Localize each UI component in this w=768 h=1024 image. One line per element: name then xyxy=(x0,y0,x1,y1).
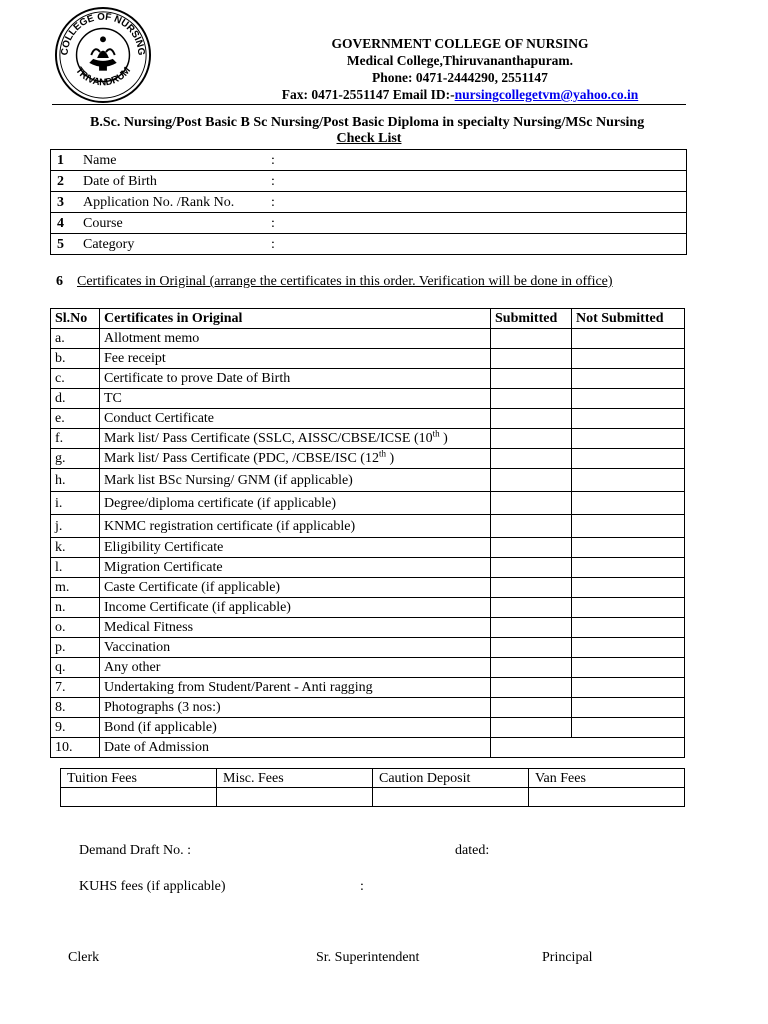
not-submitted-checkbox-cell[interactable] xyxy=(572,515,685,538)
kuhs-fees-colon: : xyxy=(360,879,364,894)
college-address: Medical College,Thiruvananthapuram. xyxy=(346,53,574,68)
submitted-checkbox-cell[interactable] xyxy=(491,678,572,698)
certificate-row xyxy=(51,389,685,409)
certificate-slno: d. xyxy=(51,389,100,409)
certificate-name-text: Any other xyxy=(104,660,161,675)
submitted-checkbox-cell[interactable] xyxy=(491,618,572,638)
certificate-name-text: Caste Certificate (if applicable) xyxy=(104,580,281,595)
certificate-row xyxy=(51,638,685,658)
certificate-row xyxy=(51,329,685,349)
certificate-name xyxy=(100,349,491,369)
not-submitted-checkbox-cell[interactable] xyxy=(572,578,685,598)
submitted-checkbox-cell[interactable] xyxy=(491,538,572,558)
submitted-checkbox-cell[interactable] xyxy=(491,515,572,538)
demand-draft-label: Demand Draft No. : xyxy=(79,843,191,858)
dated-label: dated: xyxy=(455,843,490,858)
certificate-name xyxy=(100,558,491,578)
certificate-name-text: Photographs (3 nos:) xyxy=(104,700,221,715)
fee-tuition-label: Tuition Fees xyxy=(61,769,217,788)
certificate-row xyxy=(51,578,685,598)
certificate-name xyxy=(100,449,491,469)
fee-van-label: Van Fees xyxy=(529,769,685,788)
certificate-name-text: Conduct Certificate xyxy=(104,411,215,426)
certificate-name xyxy=(100,469,491,492)
submitted-checkbox-cell[interactable] xyxy=(491,718,572,738)
certificate-name-text: Undertaking from Student/Parent - Anti ragging xyxy=(104,680,373,695)
submitted-checkbox-cell[interactable] xyxy=(491,598,572,618)
certificate-slno: h. xyxy=(51,469,100,492)
certificate-row xyxy=(51,492,685,515)
not-submitted-checkbox-cell[interactable] xyxy=(572,598,685,618)
certificate-row xyxy=(51,618,685,638)
certificate-name xyxy=(100,658,491,678)
kuhs-fees-label: KUHS fees (if applicable) xyxy=(79,879,226,894)
certificate-name xyxy=(100,409,491,429)
not-submitted-checkbox-cell[interactable] xyxy=(572,618,685,638)
certificate-name xyxy=(100,678,491,698)
not-submitted-checkbox-cell[interactable] xyxy=(572,558,685,578)
certificate-name-tail: ) xyxy=(439,431,448,446)
fees-value-row xyxy=(61,788,685,807)
not-submitted-checkbox-cell[interactable] xyxy=(572,698,685,718)
not-submitted-checkbox-cell[interactable] xyxy=(572,449,685,469)
info-row-label: Category xyxy=(79,234,267,255)
not-submitted-checkbox-cell[interactable] xyxy=(572,409,685,429)
item-6-number: 6 xyxy=(56,274,63,289)
certificate-row xyxy=(51,738,685,758)
info-row-label: Date of Birth xyxy=(79,171,267,192)
certificate-slno: e. xyxy=(51,409,100,429)
not-submitted-checkbox-cell[interactable] xyxy=(572,678,685,698)
not-submitted-checkbox-cell[interactable] xyxy=(572,429,685,449)
submitted-checkbox-cell[interactable] xyxy=(491,469,572,492)
info-row-label: Course xyxy=(79,213,267,234)
certificate-slno: 9. xyxy=(51,718,100,738)
fees-table xyxy=(60,768,685,807)
certificate-name-text: TC xyxy=(104,391,122,406)
not-submitted-checkbox-cell[interactable] xyxy=(572,349,685,369)
submitted-checkbox-cell[interactable] xyxy=(491,638,572,658)
certificate-slno: n. xyxy=(51,598,100,618)
certificate-slno: f. xyxy=(51,429,100,449)
certificate-row xyxy=(51,718,685,738)
header-certificates: Certificates in Original xyxy=(100,309,491,329)
certificate-name-text: Income Certificate (if applicable) xyxy=(104,600,291,615)
info-row-number: 1 xyxy=(51,150,80,171)
item-6-text: Certificates in Original (arrange the certificates in this order. Verification will be done in office) xyxy=(77,274,613,289)
not-submitted-checkbox-cell[interactable] xyxy=(572,638,685,658)
certificate-slno: o. xyxy=(51,618,100,638)
certificate-slno: l. xyxy=(51,558,100,578)
certificate-row xyxy=(51,449,685,469)
email-link[interactable]: nursingcollegetvm@yahoo.co.in xyxy=(454,87,639,102)
certificate-name xyxy=(100,329,491,349)
certificate-name-text: Fee receipt xyxy=(104,351,166,366)
certificate-slno: i. xyxy=(51,492,100,515)
college-phone: Phone: 0471-2444290, 2551147 xyxy=(372,70,548,85)
info-row-number: 5 xyxy=(51,234,80,255)
fees-header-row xyxy=(61,769,685,788)
submitted-checkbox-cell[interactable] xyxy=(491,389,572,409)
not-submitted-checkbox-cell[interactable] xyxy=(572,389,685,409)
certificate-name xyxy=(100,578,491,598)
certificate-name-text: Date of Admission xyxy=(104,740,209,755)
info-row xyxy=(51,171,687,192)
certificate-name-text: KNMC registration certificate (if applicable) xyxy=(104,518,356,534)
certificate-name xyxy=(100,538,491,558)
certificate-name xyxy=(100,492,491,515)
header-submitted: Submitted xyxy=(491,309,572,329)
college-name: GOVERNMENT COLLEGE OF NURSING xyxy=(331,36,589,51)
header-not-submitted: Not Submitted xyxy=(572,309,685,329)
certificate-name xyxy=(100,718,491,738)
certificate-name-text: Allotment memo xyxy=(104,331,200,346)
submitted-checkbox-cell[interactable] xyxy=(491,329,572,349)
fax-label: Fax: 0471-2551147 Email ID:- xyxy=(281,87,455,102)
certificate-slno: j. xyxy=(51,515,100,538)
certificate-row xyxy=(51,515,685,538)
fee-van-field[interactable] xyxy=(529,788,685,807)
certificate-slno: 7. xyxy=(51,678,100,698)
certificate-name-text: Mark list/ Pass Certificate (SSLC, AISSC/CBSE/ICSE (10 xyxy=(104,431,433,446)
certificate-name xyxy=(100,389,491,409)
principal-signature-label: Principal xyxy=(542,950,593,965)
info-row-value-field[interactable]: : xyxy=(267,171,687,192)
submitted-checkbox-cell[interactable] xyxy=(491,429,572,449)
certificate-slno: k. xyxy=(51,538,100,558)
certificate-name-text: Degree/diploma certificate (if applicable) xyxy=(104,495,337,511)
college-seal-logo xyxy=(54,6,152,104)
submitted-checkbox-cell[interactable] xyxy=(491,449,572,469)
fee-tuition-field[interactable] xyxy=(61,788,217,807)
info-row-value-field[interactable]: : xyxy=(267,150,687,171)
certificate-name xyxy=(100,698,491,718)
not-submitted-checkbox-cell[interactable] xyxy=(572,538,685,558)
certificate-name xyxy=(100,369,491,389)
fee-caution-label: Caution Deposit xyxy=(373,769,529,788)
info-row-value-field[interactable]: : xyxy=(267,192,687,213)
svg-text:COLLEGE OF NURSING: COLLEGE OF NURSING xyxy=(59,11,147,56)
certificate-name-text: Medical Fitness xyxy=(104,620,194,635)
certificate-name-text: Migration Certificate xyxy=(104,560,223,575)
info-row xyxy=(51,234,687,255)
certificate-row xyxy=(51,349,685,369)
certificate-name xyxy=(100,638,491,658)
college-fax-email xyxy=(160,86,760,103)
superintendent-signature-label: Sr. Superintendent xyxy=(316,950,420,965)
certificate-row xyxy=(51,558,685,578)
info-row-number: 4 xyxy=(51,213,80,234)
info-row-label: Application No. /Rank No. xyxy=(79,192,267,213)
submitted-checkbox-cell[interactable] xyxy=(491,658,572,678)
certificate-slno: b. xyxy=(51,349,100,369)
certificate-name-text: Bond (if applicable) xyxy=(104,720,217,735)
info-row-number: 2 xyxy=(51,171,80,192)
certificate-row xyxy=(51,369,685,389)
not-submitted-checkbox-cell[interactable] xyxy=(572,658,685,678)
not-submitted-checkbox-cell[interactable] xyxy=(572,369,685,389)
certificate-name-text: Vaccination xyxy=(104,640,171,655)
header-divider xyxy=(52,104,686,105)
not-submitted-checkbox-cell[interactable] xyxy=(572,469,685,492)
certificate-slno: a. xyxy=(51,329,100,349)
item-6-heading xyxy=(56,274,613,290)
certificate-name-sup: th xyxy=(378,448,386,459)
checklist-title xyxy=(0,131,768,147)
certificate-row xyxy=(51,598,685,618)
certificate-name xyxy=(100,429,491,449)
not-submitted-checkbox-cell[interactable] xyxy=(572,718,685,738)
certificate-row xyxy=(51,469,685,492)
certificate-slno: g. xyxy=(51,449,100,469)
not-submitted-checkbox-cell[interactable] xyxy=(572,329,685,349)
certificate-slno: 10. xyxy=(51,738,100,758)
info-row-value-field[interactable]: : xyxy=(267,234,687,255)
certificate-row xyxy=(51,698,685,718)
certificate-row xyxy=(51,658,685,678)
submitted-checkbox-cell[interactable] xyxy=(491,369,572,389)
course-title: B.Sc. Nursing/Post Basic B Sc Nursing/Post Basic Diploma in specialty Nursing/MSc Nursing xyxy=(90,115,645,130)
submitted-checkbox-cell[interactable] xyxy=(491,698,572,718)
info-row xyxy=(51,213,687,234)
certificate-name-text: Mark list/ Pass Certificate (PDC, /CBSE/ISC (12 xyxy=(104,451,379,466)
fee-misc-label: Misc. Fees xyxy=(217,769,373,788)
submitted-checkbox-cell[interactable] xyxy=(491,558,572,578)
submitted-checkbox-cell[interactable] xyxy=(491,349,572,369)
certificate-name xyxy=(100,515,491,538)
fee-misc-field[interactable] xyxy=(217,788,373,807)
info-row-number: 3 xyxy=(51,192,80,213)
certificates-table-header xyxy=(51,309,685,329)
applicant-info-table xyxy=(50,149,687,255)
fee-caution-field[interactable] xyxy=(373,788,529,807)
info-row-value-field[interactable]: : xyxy=(267,213,687,234)
info-row xyxy=(51,192,687,213)
certificate-name-text: Eligibility Certificate xyxy=(104,540,224,555)
certificate-name-text: Mark list BSc Nursing/ GNM (if applicable) xyxy=(104,472,353,488)
certificate-name-text: Certificate to prove Date of Birth xyxy=(104,371,291,386)
not-submitted-checkbox-cell[interactable] xyxy=(572,492,685,515)
certificate-name xyxy=(100,618,491,638)
certificate-slno: m. xyxy=(51,578,100,598)
certificate-name-tail: ) xyxy=(385,451,395,466)
certificate-name-sup: th xyxy=(432,428,440,439)
svg-text:TRIVANDRUM: TRIVANDRUM xyxy=(73,65,133,89)
submitted-checkbox-cell[interactable] xyxy=(491,578,572,598)
admission-date-field[interactable] xyxy=(491,738,685,758)
certificate-row xyxy=(51,538,685,558)
certificate-slno: q. xyxy=(51,658,100,678)
submitted-checkbox-cell[interactable] xyxy=(491,409,572,429)
certificate-slno: p. xyxy=(51,638,100,658)
header-slno: Sl.No xyxy=(51,309,100,329)
certificate-name xyxy=(100,598,491,618)
clerk-signature-label: Clerk xyxy=(68,950,100,965)
certificates-table xyxy=(50,308,685,758)
certificate-name xyxy=(100,738,491,758)
certificate-slno: 8. xyxy=(51,698,100,718)
info-row xyxy=(51,150,687,171)
info-row-label: Name xyxy=(79,150,267,171)
certificate-row xyxy=(51,409,685,429)
certificate-row xyxy=(51,678,685,698)
certificate-slno: c. xyxy=(51,369,100,389)
submitted-checkbox-cell[interactable] xyxy=(491,492,572,515)
certificate-row xyxy=(51,429,685,449)
checklist-title-text: Check List xyxy=(336,131,402,146)
